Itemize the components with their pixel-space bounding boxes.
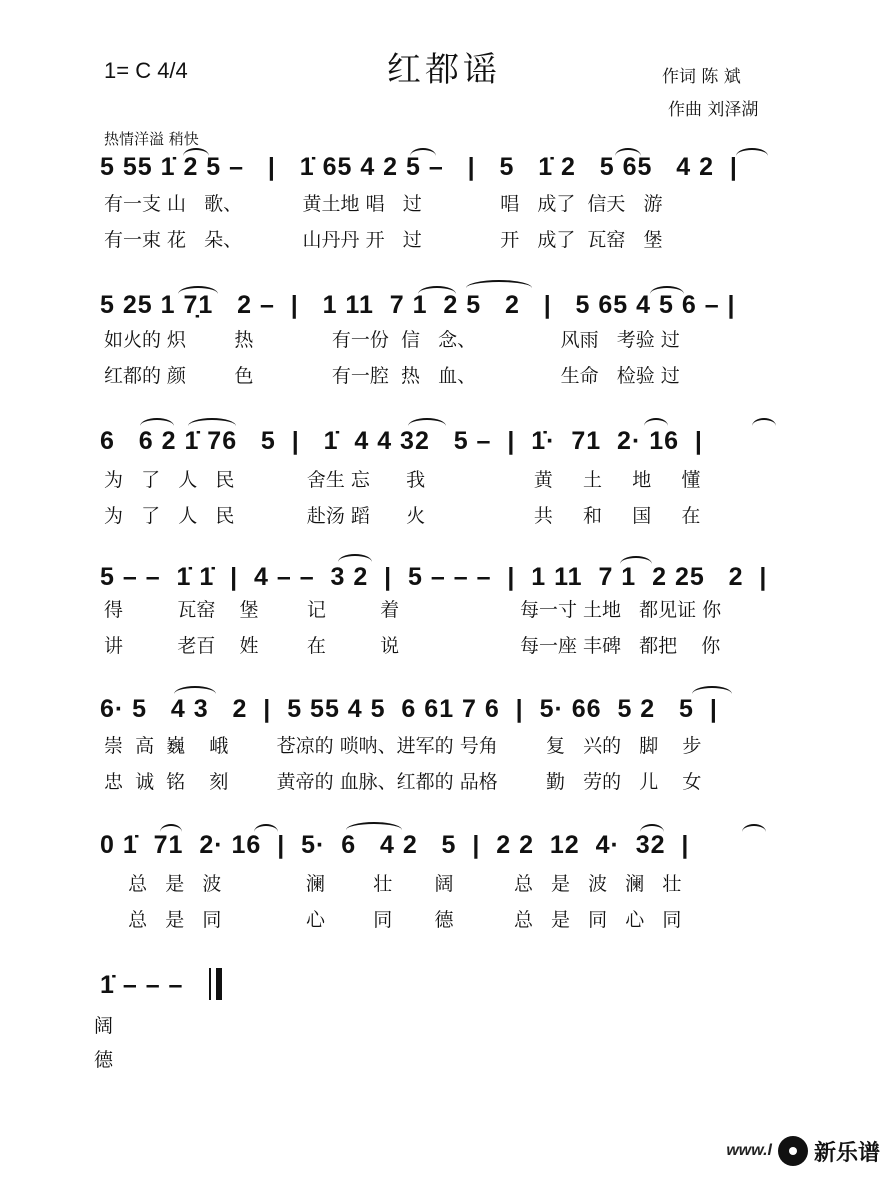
slur	[620, 556, 652, 572]
notation-line-4: 5 – – 1̇ 1̇ | 4 – – 3 2 | 5 – – – | 1 11 7 1 2 25 2 |	[100, 563, 768, 591]
slur	[736, 148, 768, 164]
lyrics-verse-1: 阔	[94, 1015, 114, 1037]
key-signature: 1= C 4/4	[104, 58, 188, 83]
slur	[692, 686, 732, 702]
tempo-marking: 热情洋溢 稍快	[104, 130, 199, 148]
notation-line-6: 0 1̇ 71 2· 16 | 5· 6 4 2 5 | 2 2 12 4· 32 |	[100, 831, 690, 859]
slur	[418, 286, 456, 302]
composer-credit: 作曲 刘泽湖	[668, 100, 759, 120]
lyrics-verse-1: 总 是 波 澜 壮 阔 总 是 波 澜 壮	[104, 873, 682, 895]
lyrics-verse-2: 忠 诚 铭 刻 黄帝的 血脉、红都的 品格 勤 劳的 儿 女	[104, 771, 702, 793]
slur	[650, 286, 684, 302]
notation-line-7: 1̇ – – –	[100, 971, 184, 999]
notation-line-1: 5 55 1̇ 2 5 – | 1̇ 65 4 2 5 – | 5 1̇ 2 5 65 4 2 |	[100, 153, 738, 181]
lyrics-verse-1: 崇 高 巍 峨 苍凉的 唢呐、进军的 号角 复 兴的 脚 步	[104, 735, 702, 757]
slur	[640, 824, 664, 840]
notation-line-3: 6 6 2 1̇ 76 5 | 1̇ 4 4 32 5 – | 1̇· 71 2· 16 |	[100, 427, 703, 455]
lyrics-verse-1: 如火的 炽 热 有一份 信 念、 风雨 考验 过	[104, 329, 680, 351]
lyricist-credit: 作词 陈 斌	[662, 67, 741, 87]
slur	[410, 148, 436, 164]
lyrics-verse-2: 德	[94, 1049, 114, 1071]
lyrics-verse-2: 讲 老百 姓 在 说 每一座 丰碑 都把 你	[104, 635, 721, 657]
slur	[178, 286, 218, 302]
slur	[183, 148, 209, 164]
slur	[346, 822, 402, 838]
slur	[160, 824, 182, 840]
lyrics-verse-1: 得 瓦窑 堡 记 着 每一寸 土地 都见证 你	[104, 599, 722, 621]
watermark-brand: 新乐谱	[813, 1140, 880, 1166]
final-barline-thick	[216, 968, 222, 1000]
notation-line-2: 5 25 1 7̣1 2 – | 1 11 7 1 2 5 2 | 5 65 4 5 6 – |	[100, 291, 736, 319]
slur	[615, 148, 641, 164]
lyrics-verse-1: 有一支 山 歌、 黄土地 唱 过 唱 成了 信天 游	[104, 193, 663, 215]
final-barline-thin	[209, 968, 211, 1000]
slur	[644, 418, 668, 434]
lyrics-verse-2: 为 了 人 民 赴汤 蹈 火 共 和 国 在	[104, 505, 701, 527]
slur	[466, 280, 532, 296]
watermark	[726, 1134, 880, 1168]
slur	[254, 824, 278, 840]
lyrics-verse-2: 总 是 同 心 同 德 总 是 同 心 同	[104, 909, 682, 931]
lyrics-verse-2: 有一束 花 朵、 山丹丹 开 过 开 成了 瓦窑 堡	[104, 229, 663, 251]
slur	[742, 824, 766, 840]
song-title: 红都谣	[387, 50, 501, 90]
slur	[752, 418, 776, 434]
music-disc-icon	[778, 1136, 808, 1166]
lyrics-verse-1: 为 了 人 民 舍生 忘 我 黄 土 地 懂	[104, 469, 701, 491]
slur	[140, 418, 174, 434]
slur	[408, 418, 446, 434]
notation-line-5: 6· 5 4 3 2 | 5 55 4 5 6 61 7 6 | 5· 66 5 2 5 |	[100, 695, 718, 723]
slur	[174, 686, 216, 702]
slur	[338, 554, 372, 570]
lyrics-verse-2: 红都的 颜 色 有一腔 热 血、 生命 检验 过	[104, 365, 680, 387]
watermark-url: www.l	[726, 1142, 772, 1159]
slur	[188, 418, 236, 434]
